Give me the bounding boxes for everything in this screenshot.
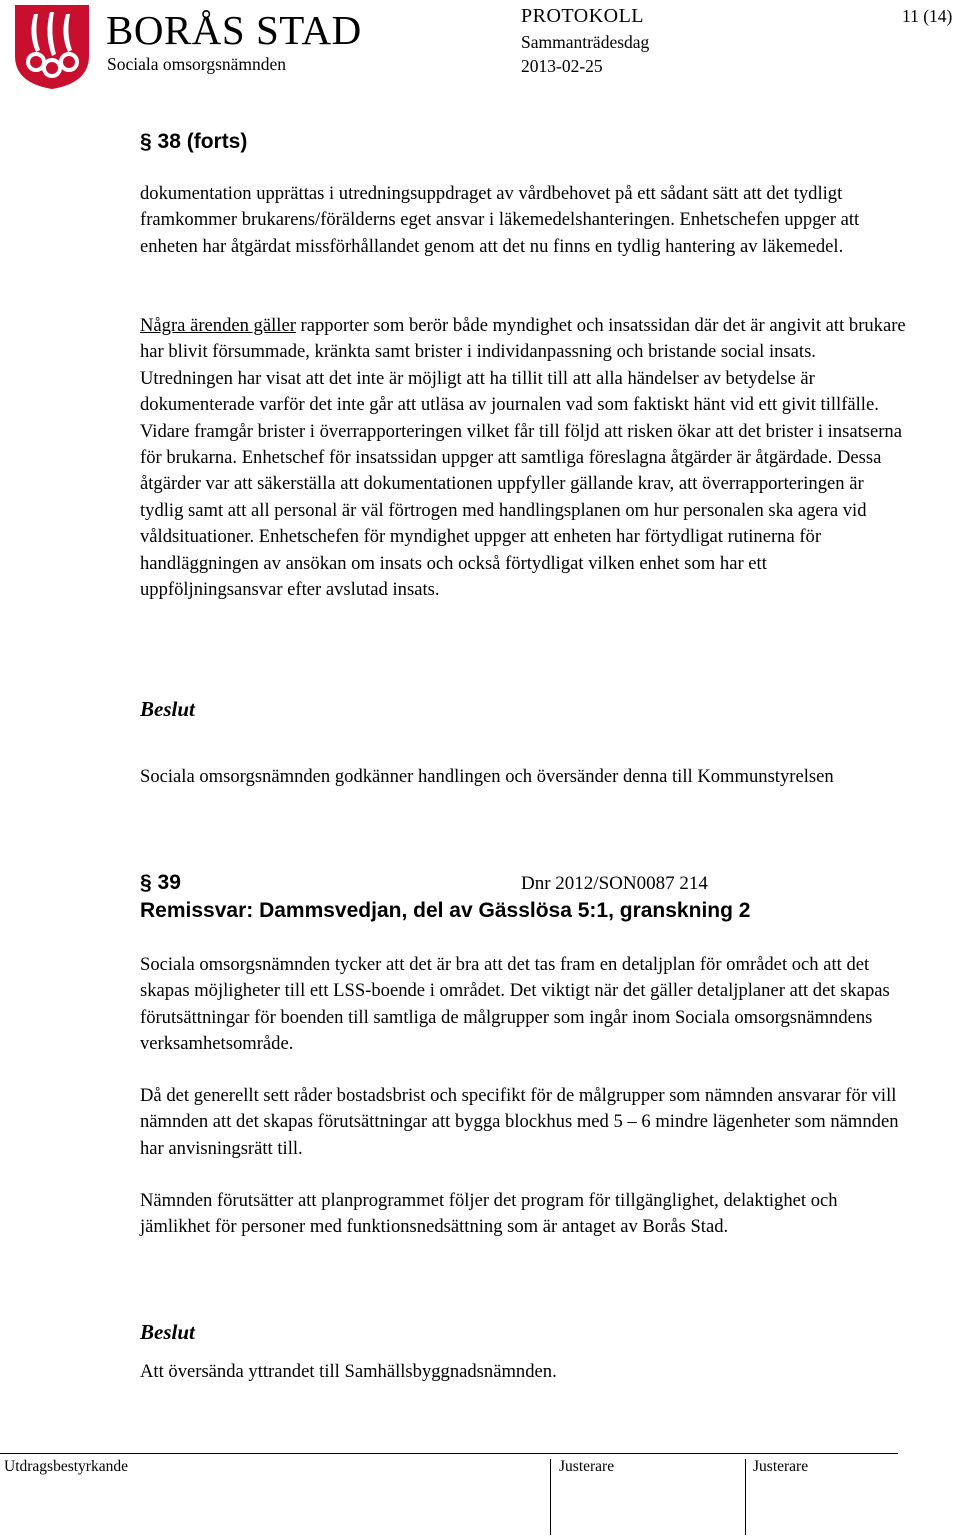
section-39-decision-label: Beslut [140,1320,195,1344]
paragraph-text: Sociala omsorgsnämnden tycker att det är bra att det tas fram en detaljplan för området och att det skapas möjligheter till ett LSS-boende i området. Det viktigt när det gäller detaljplaner att det skapas förutsättningar för boenden till samtliga de målgrupper som ingår inom Sociala omsorgsnämndens verksamhetsområde. [140,954,890,1055]
brand-subtitle: Sociala omsorgsnämnden [107,54,287,74]
paragraph-text: Då det generellt sett råder bostadsbrist och specifikt för de målgrupper som nämnden ansvarar för vill nämnden att det skapas förutsättningar att bygga blockhus med 5 – 6 mindre lägenheter som nämnden har anvisningsrätt till. [140,1085,899,1159]
brand-title: BORÅS STAD [106,7,362,53]
section-39-number: § 39 [140,871,181,894]
meeting-label: Sammanträdesdag [521,32,650,52]
section-39-dnr: Dnr 2012/SON0087 214 [521,873,708,894]
paragraph-text: dokumentation upprättas i utredningsuppdraget av vårdbehovet på ett sådant sätt att det tydligt framkommer brukarens/förälderns eget ansvar i läkemedelshanteringen. Enhetschefen uppger att enheten har åtgärdat missförhållandet genom att det nu finns en tydlig hantering av läkemedel. [140,183,860,257]
paragraph-text [140,313,910,603]
paragraph-text: Sociala omsorgsnämnden godkänner handlingen och översänder denna till Kommunstyrelsen [140,766,834,787]
footer-signature-box-1 [550,1459,551,1535]
paragraph-text: Att översända yttrandet till Samhällsbyggnadsnämnden. [140,1361,557,1382]
section-39-paragraph-1 [140,952,910,1058]
section-39-paragraph-3 [140,1188,910,1241]
section-38-decision-label: Beslut [140,697,195,721]
underlined-phrase: Några ärenden gäller [140,315,296,336]
section-38-decision-text [140,764,910,790]
section-38-heading: § 38 (forts) [140,130,248,153]
page-number: 11 (14) [902,6,953,26]
coat-of-arms-icon [14,4,90,90]
boras-coat-of-arms-logo [14,4,90,90]
paragraph-rest: rapporter som berör både myndighet och insatssidan där det är angivit att brukare har blivit försummade, kränkta samt brister i individanpassning och bristande social insats. Utredningen har visat att det inte är möjligt att ha tillit till att alla händelser av betydelse är dokumenterade varför det inte går att utläsa av journalen vad som faktiskt hänt vid ett givit tillfälle. Vidare framgår brister i överrapporteringen vilket får till följd att risken ökar att det brister i insatserna för brukarna. Enhetschef för insatssidan uppger att samtliga föreslagna åtgärder är åtgärdade. Dessa åtgärder var att säkerställa att dokumentationen uppfyller gällande krav, att överrapporteringen är tydlig samt att all personal är väl förtrogen med handlingsplanen om hur personalen ska agera vid våldsituationer. Enhetschefen för myndighet uppger att enheten har förtydligat rutinerna för handläggningen av ansökan om insats och också förtydligat vilken enhet som har ett uppföljningsansvar efter avslutad insats. [140,315,906,601]
footer-extract-certification: Utdragsbestyrkande [4,1458,128,1475]
document-type: PROTOKOLL [521,5,645,27]
footer-divider [0,1453,898,1454]
footer-adjuster-2: Justerare [753,1458,809,1475]
footer-adjuster-1: Justerare [559,1458,615,1475]
section-39-title: Remissvar: Dammsvedjan, del av Gässlösa 5:1, granskning 2 [140,899,751,922]
section-39-paragraph-2 [140,1083,910,1162]
section-39-decision-text [140,1359,910,1385]
meeting-date: 2013-02-25 [521,56,603,76]
section-38-paragraph-2 [140,313,910,603]
section-38-paragraph-1 [140,181,910,260]
paragraph-text: Nämnden förutsätter att planprogrammet följer det program för tillgänglighet, delaktighet och jämlikhet för personer med funktionsnedsättning som är antaget av Borås Stad. [140,1190,838,1238]
footer-signature-box-2 [745,1459,746,1535]
